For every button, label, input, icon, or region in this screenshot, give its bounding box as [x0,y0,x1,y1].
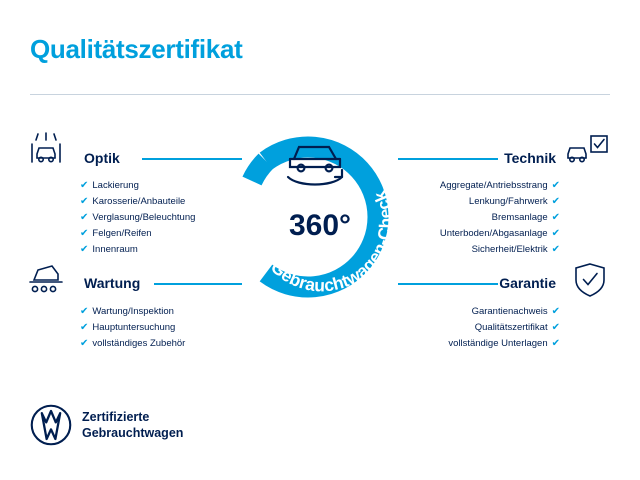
check-icon: ✔ [80,228,89,239]
list-item [300,320,560,336]
list-item-label: Verglasung/Beleuchtung [92,212,196,223]
check-icon: ✔ [551,212,560,223]
section-rule-garantie [398,283,498,285]
badge-arc-label: Gebrauchtwagen-Check [266,188,396,296]
list-item-label: Karosserie/Anbauteile [92,196,186,207]
list-item-label: Aggregate/Antriebsstrang [439,180,548,191]
vw-logo [30,404,72,446]
list-item [300,336,560,352]
list-item [80,336,185,352]
list-item [80,304,185,320]
list-item [80,210,195,226]
footer-text [82,409,183,441]
footer-brand [30,404,183,446]
list-item-label: vollständiges Zubehör [92,338,186,349]
list-garantie [300,304,560,352]
list-item [80,242,195,258]
car-checklist-icon [566,134,612,175]
list-item [80,320,185,336]
list-item-label: Innenraum [92,244,138,255]
check-icon: ✔ [551,196,560,207]
title-divider [30,94,610,95]
check-icon: ✔ [80,196,89,207]
check-icon: ✔ [80,306,89,317]
list-item-label: Garantienachweis [471,306,548,317]
footer-line-2: Gebrauchtwagen [82,426,184,440]
section-heading-garantie: Garantie [499,275,556,291]
check-icon: ✔ [551,306,560,317]
list-item [80,178,195,194]
list-item [80,194,195,210]
list-item-label: Lenkung/Fahrwerk [468,196,548,207]
check-icon: ✔ [551,180,560,191]
check-icon: ✔ [80,244,89,255]
list-item-label: Unterboden/Abgasanlage [439,228,548,239]
section-heading-technik: Technik [504,150,556,166]
list-item-label: Lackierung [92,180,139,191]
list-item-label: Sicherheit/Elektrik [471,244,548,255]
check-icon: ✔ [551,322,560,333]
check-icon: ✔ [80,212,89,223]
shield-check-icon [572,262,612,307]
list-optik [80,178,195,258]
list-item-label: Bremsanlage [491,212,548,223]
list-item-label: vollständige Unterlagen [448,338,548,349]
list-item-label: Felgen/Reifen [92,228,152,239]
list-item-label: Hauptuntersuchung [92,322,176,333]
check-icon: ✔ [551,244,560,255]
check-icon: ✔ [80,338,89,349]
section-heading-optik: Optik [84,150,120,166]
section-heading-wartung: Wartung [84,275,141,291]
check-icon: ✔ [551,338,560,349]
360-check-badge [228,125,412,309]
check-icon: ✔ [551,228,560,239]
list-wartung [80,304,185,352]
list-item-label: Qualitätszertifikat [474,322,548,333]
page-title: Qualitätszertifikat [30,34,243,64]
check-icon: ✔ [80,322,89,333]
check-icon: ✔ [80,180,89,191]
badge-degrees: 360° [288,209,352,242]
footer-line-1: Zertifizierte [82,410,150,424]
list-item-label: Wartung/Inspektion [92,306,174,317]
list-item [80,226,195,242]
section-rule-technik [398,158,498,160]
